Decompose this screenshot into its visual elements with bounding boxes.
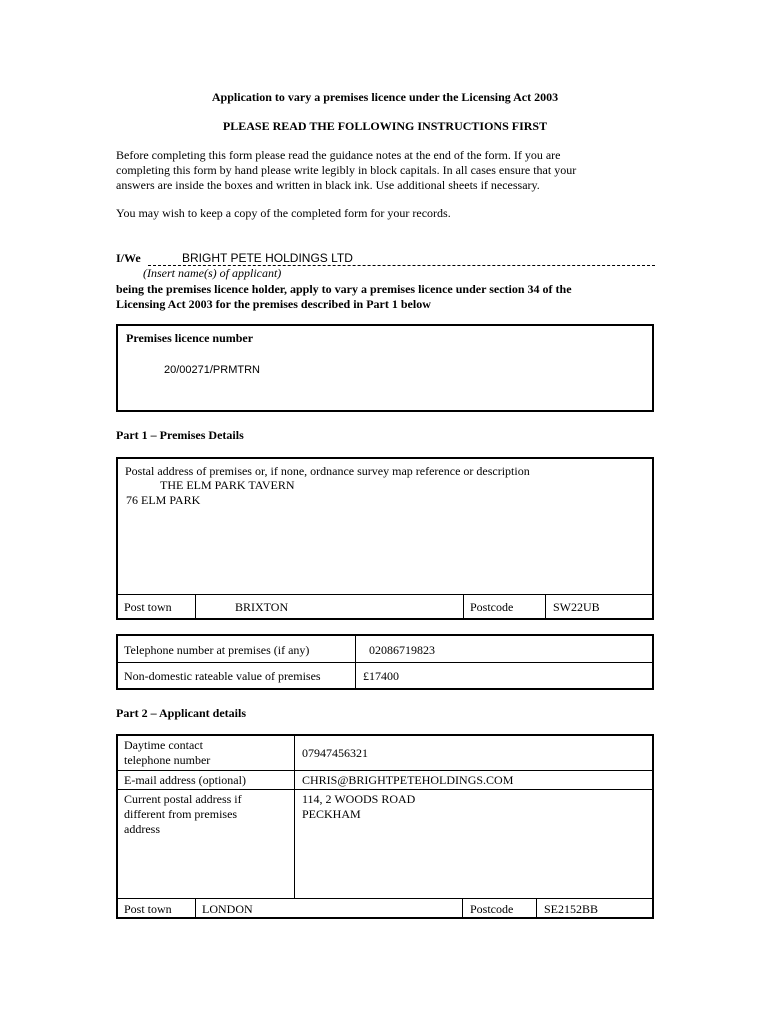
daytime-telephone[interactable]: 07947456321 bbox=[302, 746, 368, 760]
applicant-address-label bbox=[124, 792, 242, 837]
form-title: Application to vary a premises licence under the Licensing Act 2003 bbox=[211, 90, 559, 104]
divider bbox=[545, 594, 546, 619]
applicant-address-line-1: 114, 2 WOODS ROAD bbox=[302, 792, 416, 806]
applicant-address-label-line-3: address bbox=[124, 822, 160, 836]
applicant-name: BRIGHT PETE HOLDINGS LTD bbox=[182, 251, 353, 265]
instructions-text bbox=[116, 148, 656, 193]
licence-number-box[interactable] bbox=[116, 324, 654, 412]
applicant-postcode[interactable]: SE2152BB bbox=[544, 902, 599, 916]
instructions-line-1: Before completing this form please read the guidance notes at the end of the form. If you are bbox=[116, 148, 561, 162]
applicant-post-town[interactable]: LONDON bbox=[202, 902, 253, 916]
copy-note: You may wish to keep a copy of the completed form for your records. bbox=[116, 206, 451, 220]
applicant-name-field[interactable] bbox=[148, 251, 655, 266]
premises-postcode[interactable]: SW22UB bbox=[553, 600, 600, 614]
divider bbox=[294, 734, 295, 899]
divider bbox=[462, 898, 463, 918]
part1-heading: Part 1 – Premises Details bbox=[116, 428, 244, 442]
rateable-value-label: Non-domestic rateable value of premises bbox=[124, 669, 321, 683]
licence-number-value: 20/00271/PRMTRN bbox=[164, 364, 260, 376]
applicant-address-line-2: PECKHAM bbox=[302, 807, 361, 821]
daytime-telephone-label bbox=[124, 738, 210, 768]
daytime-telephone-label-line-1: Daytime contact bbox=[124, 738, 203, 752]
rateable-value[interactable]: £17400 bbox=[363, 669, 399, 683]
daytime-telephone-label-line-2: telephone number bbox=[124, 753, 211, 767]
applicant-postcode-label: Postcode bbox=[470, 902, 514, 916]
part2-heading: Part 2 – Applicant details bbox=[116, 706, 247, 720]
premises-postcode-label: Postcode bbox=[470, 600, 514, 614]
statement-line-2: Licensing Act 2003 for the premises described in Part 1 below bbox=[116, 297, 431, 311]
applicant-address-field[interactable] bbox=[302, 792, 415, 822]
divider bbox=[116, 770, 654, 771]
divider bbox=[195, 594, 196, 619]
applicant-statement bbox=[116, 282, 656, 312]
instructions-line-3: answers are inside the boxes and written in black ink. Use additional sheets if necessary. bbox=[116, 178, 540, 192]
divider bbox=[116, 662, 654, 663]
divider bbox=[116, 898, 654, 899]
divider bbox=[116, 789, 654, 790]
divider bbox=[463, 594, 464, 619]
premises-telephone[interactable]: 02086719823 bbox=[369, 643, 435, 657]
instructions-heading: PLEASE READ THE FOLLOWING INSTRUCTIONS FIRST bbox=[222, 119, 548, 133]
email-value[interactable]: CHRIS@BRIGHTPETEHOLDINGS.COM bbox=[302, 773, 514, 787]
divider bbox=[195, 898, 196, 918]
statement-line-1: being the premises licence holder, apply to vary a premises licence under section 34 of the bbox=[116, 282, 572, 296]
divider bbox=[355, 634, 356, 690]
premises-address-box[interactable] bbox=[116, 457, 654, 620]
applicant-post-town-label: Post town bbox=[124, 902, 172, 916]
applicant-prefix: I/We bbox=[116, 251, 141, 265]
instructions-line-2: completing this form by hand please write legibly in block capitals. In all cases ensure that your bbox=[116, 163, 577, 177]
divider bbox=[116, 594, 654, 595]
email-label: E-mail address (optional) bbox=[124, 773, 246, 787]
divider bbox=[536, 898, 537, 918]
applicant-address-label-line-1: Current postal address if bbox=[124, 792, 242, 806]
premises-post-town[interactable]: BRIXTON bbox=[235, 600, 289, 614]
premises-telephone-label: Telephone number at premises (if any) bbox=[124, 643, 310, 657]
premises-post-town-label: Post town bbox=[124, 600, 172, 614]
licence-number-label: Premises licence number bbox=[126, 331, 254, 345]
premises-address-line-1: THE ELM PARK TAVERN bbox=[160, 478, 295, 492]
premises-address-line-2: 76 ELM PARK bbox=[126, 493, 201, 507]
applicant-hint: (Insert name(s) of applicant) bbox=[143, 266, 282, 280]
premises-address-label: Postal address of premises or, if none, ordnance survey map reference or description bbox=[125, 464, 530, 478]
applicant-address-label-line-2: different from premises bbox=[124, 807, 238, 821]
